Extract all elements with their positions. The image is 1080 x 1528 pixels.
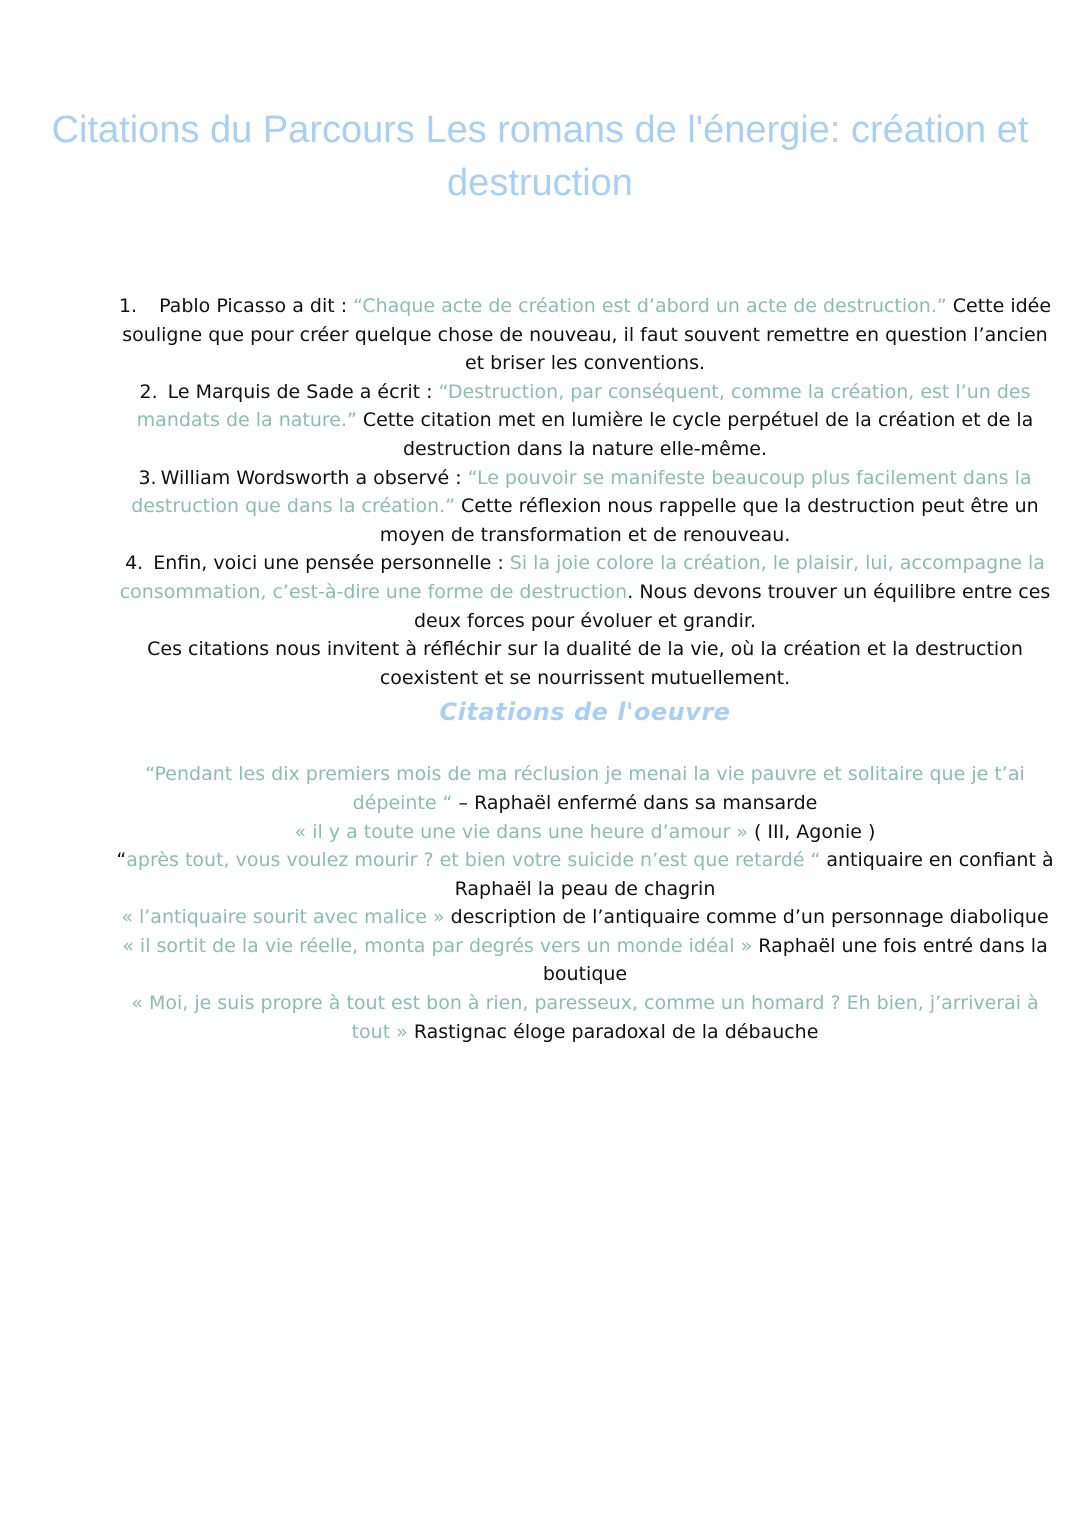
oeuvre-quote-4 xyxy=(110,903,1060,932)
list-number: 1. xyxy=(118,295,138,317)
list-item-3 xyxy=(110,464,1060,550)
quote-comment: Cette réflexion nous rappelle que la destruction peut être un moyen de transformation et de renouveau. xyxy=(379,495,1039,546)
quote-text: « il sortit de la vie réelle, monta par degrés vers un monde idéal » xyxy=(122,934,753,957)
quote-comment: . Nous devons trouver un équilibre entre ces deux forces pour évoluer et grandir. xyxy=(413,580,1051,632)
section-heading: Citations de l'oeuvre xyxy=(439,698,731,727)
quote-text: “Destruction, par conséquent, comme la création, est l’un des mandats de la nature.” xyxy=(136,380,1031,432)
list-item-2 xyxy=(110,378,1060,464)
conclusion-paragraph: Ces citations nous invitent à réfléchir sur la dualité de la vie, où la création et la destruction coexistent et se nourrissent mutuellement. xyxy=(147,638,1023,689)
quote-text: « Moi, je suis propre à tout est bon à rien, paresseux, comme un homard ? Eh bien, j’arriverai à tout » xyxy=(131,992,1039,1043)
list-number: 3. xyxy=(138,466,157,489)
quote-intro: Enfin, voici une pensée personnelle : xyxy=(153,552,510,575)
quote-comment: Cette idée souligne que pour créer quelque chose de nouveau, il faut souvent remettre en question l’ancien et briser les conventions. xyxy=(122,295,1052,375)
quote-comment: Cette citation met en lumière le cycle perpétuel de la création et de la destruction dans la nature elle-même. xyxy=(356,409,1034,460)
quote-comment: Raphaël une fois entré dans la boutique xyxy=(542,934,1048,986)
quote-text: “Chaque acte de création est d’abord un acte de destruction.” xyxy=(353,295,947,317)
quote-text: Si la joie colore la création, le plaisir, lui, accompagne la consommation, c’est-à-dire une forme de destruction xyxy=(119,552,1045,603)
list-number: 2. xyxy=(139,380,158,403)
quote-text: “Pendant les dix premiers mois de ma réclusion je menai la vie pauvre et solitaire que je t’ai dépeinte “ xyxy=(145,763,1025,814)
quote-intro: William Wordsworth a observé : xyxy=(160,466,468,489)
quote-intro: Pablo Picasso a dit : xyxy=(159,295,354,317)
quote-comment: – Raphaël enfermé dans sa mansarde xyxy=(452,791,818,814)
spacer xyxy=(110,728,1060,760)
quote-text: après tout, vous voulez mourir ? et bien votre suicide n’est que retardé “ xyxy=(126,849,821,872)
quote-comment: antiquaire en confiant à Raphaël la peau de chagrin xyxy=(454,849,1054,900)
quote-text: “Le pouvoir se manifeste beaucoup plus facilement dans la destruction que dans la création.” xyxy=(131,466,1032,518)
document-body xyxy=(110,292,1060,1046)
page-title: Citations du Parcours Les romans de l'énergie: création et destruction xyxy=(51,109,1029,204)
quote-comment: description de l’antiquaire comme d’un personnage diabolique xyxy=(444,906,1049,929)
list-item-4 xyxy=(110,549,1060,635)
quote-text: « il y a toute une vie dans une heure d’amour » xyxy=(294,820,748,843)
quote-intro: Le Marquis de Sade a écrit : xyxy=(167,380,439,403)
oeuvre-quote-1 xyxy=(110,760,1060,817)
quote-text: « l’antiquaire sourit avec malice » xyxy=(121,906,445,929)
oeuvre-quote-5 xyxy=(110,932,1060,989)
list-number: 4. xyxy=(125,552,144,575)
oeuvre-quote-6 xyxy=(110,989,1060,1046)
quote-comment: ( III, Agonie ) xyxy=(747,820,876,843)
quote-comment: Rastignac éloge paradoxal de la débauche xyxy=(407,1020,819,1043)
oeuvre-quote-2 xyxy=(110,818,1060,847)
quote-prefix: “ xyxy=(116,849,127,872)
list-item-1 xyxy=(110,292,1060,378)
oeuvre-quote-3 xyxy=(110,846,1060,903)
